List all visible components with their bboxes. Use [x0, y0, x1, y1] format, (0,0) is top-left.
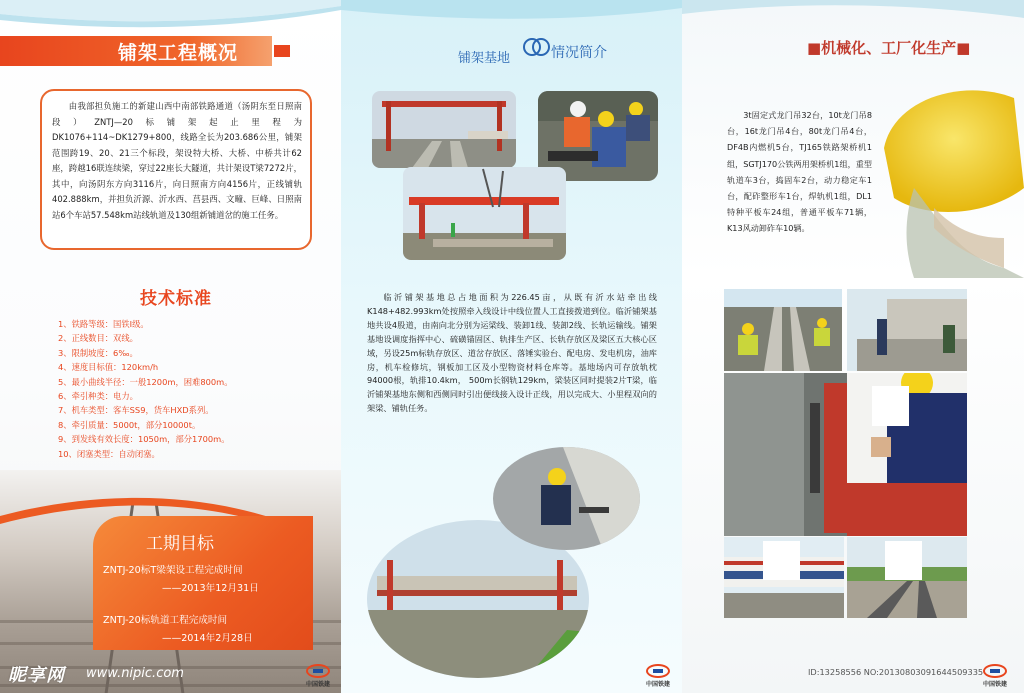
top-swoosh-decoration: [341, 0, 682, 36]
blank-patch: [885, 541, 922, 580]
list-item: 8、牵引质量：5000t，部分10000t。: [58, 419, 201, 430]
list-item: 3、限制坡度：6‰。: [58, 347, 138, 358]
blank-patch: [763, 541, 800, 580]
photo-bridge-machine: [403, 167, 566, 260]
base-title-part1: 铺架基地: [458, 51, 511, 66]
equipment-description: 3t固定式龙门吊32台，10t龙门吊8台，16t龙门吊4台，80t龙门吊4台，DF4B内燃机5台，TJ165铁路架桥机1组，SGTJ170公铁两用架桥机1组，重型轨道车3台，捣固车2台，动力稳定车1台，配砟整形车1台，焊轨机1组，DL1特种平板车24组，普通平板车71辆，K13风动卸砟车10辆。: [727, 110, 872, 234]
logo-label: 中国铁建: [305, 681, 330, 688]
list-item: 5、最小曲线半径：一般1200m，困难800m。: [58, 376, 233, 387]
crcc-logo-icon: [646, 664, 670, 678]
title-bar-accent: [274, 45, 290, 57]
base-description: 临沂铺架基地总占地面积为226.45亩，从既有沂水站牵出线K148+482.993km处按照牵入线设计中线位置人工直接拨道到位。临沂铺架基地共设4股道，由南向北分别为运梁线、装卸1线、装卸2线、长轨运输线。铺架基地设调度指挥中心、硫磺锚固区、轨排生产区、长轨存放区及梁区五大核心区域，另设25m标轨存放区、道岔存放区、落锤实验台、配电房、发电机房，油库房，机车检修坑，钢板加工区及小型物资材料仓库等。基地场内可存放轨枕94000根，轨排10.4km， 500m长钢轨129km，梁装区同时提装2片T梁，临沂铺架基地东侧和西侧同时引出便线接入设计正线，用以完成大、小里程双向的架梁、铺轨任务。: [367, 292, 657, 414]
section-title-tech-standards: 技术标准: [140, 289, 212, 309]
watermark-url: www.nipic.com: [86, 666, 184, 681]
list-item: 6、牵引种类：电力。: [58, 391, 138, 402]
photo-beam-closeup: [724, 373, 850, 536]
overview-paragraph: 由我部担负施工的新建山西中南部铁路通道（汤阴东至日照南段）ZNTJ—20标铺架起止里程为DK1076+114~DK1279+800，线路全长为203.686公里，铺架范围跨19、20、21三个标段，架设特大桥、大桥、中桥共计62座，跨越16联连续梁，穿过22座长大隧道，共计架设T梁7272片，其中，向汤阴东方向3116片，向日照南方向4156片，正线铺轨402.888km，并担负沂源、沂水西、莒县西、文疃、巨峰、日照南站6个车站57.548km站线轨道及130组新铺道岔的施工任务。: [52, 101, 302, 220]
list-item: 1、铁路等级：国铁Ⅰ级。: [58, 319, 149, 329]
list-item: 7、机车类型：客车SS9，货车HXD系列。: [58, 405, 214, 416]
top-swoosh-decoration: [0, 0, 341, 40]
list-item: 4、速度目标值：120km/h: [58, 362, 159, 373]
section-title-overview: 铺架工程概况: [118, 42, 239, 64]
list-item: 2、正线数目：双线。: [58, 333, 138, 344]
crcc-logo: [298, 664, 338, 690]
photo-track-workers: [724, 289, 842, 371]
left-panel: [0, 0, 341, 693]
goal-line-2: ZNTJ-20标轨道工程完成时间: [103, 615, 228, 626]
base-title-part2: 情况简介: [551, 45, 607, 61]
watermark-brand: 昵享网: [8, 665, 65, 686]
right-panel: [682, 0, 1024, 693]
section-title-mechanization: ■机械化、工厂化生产■: [807, 39, 971, 57]
list-item: 9、到发线有效长度：1050m，部分1700m。: [58, 434, 230, 445]
goal-line-1: ZNTJ-20标T梁架设工程完成时间: [103, 565, 243, 576]
photo-worker-closeup: [493, 447, 640, 550]
list-item: 10、闭塞类型：自动闭塞。: [58, 448, 160, 459]
crcc-logo-icon: [306, 664, 330, 678]
tech-standards-list: [58, 317, 233, 461]
crcc-logo-icon: [983, 664, 1007, 678]
image-id-footer: ID:13258556 NO:20130803091644509335: [808, 667, 984, 677]
goal-date-2: ——2014年2月28日: [162, 633, 253, 644]
rings-icon: [522, 34, 552, 60]
blank-patch: [872, 386, 909, 426]
logo-label: 中国铁建: [645, 681, 670, 688]
goal-date-1: ——2013年12月31日: [162, 583, 259, 594]
middle-panel: [341, 0, 682, 693]
photo-gantry-yard: [372, 91, 516, 168]
overview-text-box: [40, 89, 312, 250]
logo-label: 中国铁建: [982, 681, 1007, 688]
top-swoosh-decoration: [682, 0, 1024, 40]
photo-bridge-deck: [847, 289, 967, 371]
photo-hardhat-worker: [854, 68, 1024, 278]
schedule-goal-title: 工期目标: [146, 534, 214, 554]
crcc-logo: [638, 664, 678, 690]
